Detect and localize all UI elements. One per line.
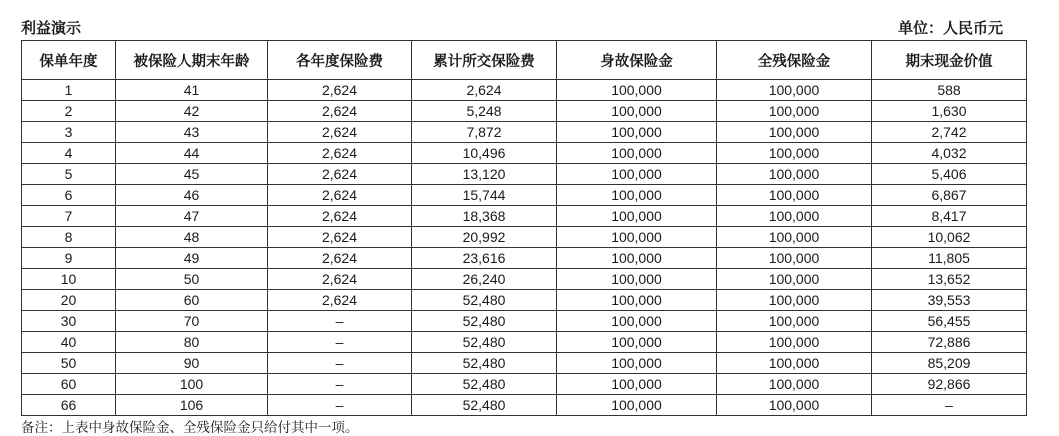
table-row <box>22 269 1027 290</box>
column-header-death-benefit: 身故保险金 <box>557 41 717 80</box>
insured-age-cell: 49 <box>116 248 268 269</box>
cash-value-cell: 6,867 <box>872 185 1027 206</box>
column-header-cumulative-premium: 累计所交保险费 <box>412 41 557 80</box>
cash-value-cell: 8,417 <box>872 206 1027 227</box>
annual-premium-cell: – <box>268 353 412 374</box>
cash-value-cell: 588 <box>872 80 1027 101</box>
death-benefit-cell: 100,000 <box>557 164 717 185</box>
table-row <box>22 227 1027 248</box>
disability-benefit-cell: 100,000 <box>717 269 872 290</box>
cumulative-premium-cell: 7,872 <box>412 122 557 143</box>
table-row <box>22 143 1027 164</box>
annual-premium-cell: 2,624 <box>268 290 412 311</box>
currency-unit-label: 单位：人民币元 <box>897 19 1003 37</box>
insured-age-cell: 42 <box>116 101 268 122</box>
cumulative-premium-cell: 52,480 <box>412 290 557 311</box>
cumulative-premium-cell: 52,480 <box>412 311 557 332</box>
disability-benefit-cell: 100,000 <box>717 332 872 353</box>
death-benefit-cell: 100,000 <box>557 311 717 332</box>
table-row <box>22 248 1027 269</box>
table-row <box>22 206 1027 227</box>
death-benefit-cell: 100,000 <box>557 227 717 248</box>
disability-benefit-cell: 100,000 <box>717 101 872 122</box>
disability-benefit-cell: 100,000 <box>717 143 872 164</box>
disability-benefit-cell: 100,000 <box>717 80 872 101</box>
disability-benefit-cell: 100,000 <box>717 353 872 374</box>
table-row <box>22 395 1027 416</box>
annual-premium-cell: 2,624 <box>268 80 412 101</box>
insured-age-cell: 46 <box>116 185 268 206</box>
column-header-disability-benefit: 全残保险金 <box>717 41 872 80</box>
disability-benefit-cell: 100,000 <box>717 122 872 143</box>
policy-year-cell: 7 <box>22 206 116 227</box>
footnote: 备注：上表中身故保险金、全残保险金只给付其中一项。 <box>21 420 359 436</box>
column-header-cash-value: 期末现金价值 <box>872 41 1027 80</box>
title-row <box>21 17 1003 37</box>
table-row <box>22 353 1027 374</box>
column-header-insured-age: 被保险人期末年龄 <box>116 41 268 80</box>
cumulative-premium-cell: 26,240 <box>412 269 557 290</box>
cumulative-premium-cell: 52,480 <box>412 374 557 395</box>
cash-value-cell: 39,553 <box>872 290 1027 311</box>
cash-value-cell: 11,805 <box>872 248 1027 269</box>
insured-age-cell: 60 <box>116 290 268 311</box>
annual-premium-cell: 2,624 <box>268 269 412 290</box>
policy-year-cell: 9 <box>22 248 116 269</box>
death-benefit-cell: 100,000 <box>557 332 717 353</box>
disability-benefit-cell: 100,000 <box>717 185 872 206</box>
cash-value-cell: 72,886 <box>872 332 1027 353</box>
cumulative-premium-cell: 2,624 <box>412 80 557 101</box>
annual-premium-cell: 2,624 <box>268 143 412 164</box>
policy-year-cell: 40 <box>22 332 116 353</box>
policy-year-cell: 5 <box>22 164 116 185</box>
annual-premium-cell: – <box>268 374 412 395</box>
page-title: 利益演示 <box>21 19 82 37</box>
insured-age-cell: 44 <box>116 143 268 164</box>
benefit-illustration-table <box>21 40 1027 416</box>
cumulative-premium-cell: 10,496 <box>412 143 557 164</box>
disability-benefit-cell: 100,000 <box>717 206 872 227</box>
cumulative-premium-cell: 15,744 <box>412 185 557 206</box>
annual-premium-cell: – <box>268 311 412 332</box>
cumulative-premium-cell: 52,480 <box>412 395 557 416</box>
annual-premium-cell: 2,624 <box>268 164 412 185</box>
cumulative-premium-cell: 52,480 <box>412 353 557 374</box>
table-body <box>22 80 1027 416</box>
death-benefit-cell: 100,000 <box>557 143 717 164</box>
cumulative-premium-cell: 52,480 <box>412 332 557 353</box>
table-header-row <box>22 41 1027 80</box>
insured-age-cell: 47 <box>116 206 268 227</box>
death-benefit-cell: 100,000 <box>557 290 717 311</box>
cash-value-cell: 13,652 <box>872 269 1027 290</box>
policy-year-cell: 10 <box>22 269 116 290</box>
table-row <box>22 164 1027 185</box>
disability-benefit-cell: 100,000 <box>717 164 872 185</box>
insured-age-cell: 48 <box>116 227 268 248</box>
cash-value-cell: 92,866 <box>872 374 1027 395</box>
insured-age-cell: 50 <box>116 269 268 290</box>
policy-year-cell: 30 <box>22 311 116 332</box>
cash-value-cell: 1,630 <box>872 101 1027 122</box>
insured-age-cell: 106 <box>116 395 268 416</box>
cumulative-premium-cell: 18,368 <box>412 206 557 227</box>
column-header-annual-premium: 各年度保险费 <box>268 41 412 80</box>
insured-age-cell: 43 <box>116 122 268 143</box>
cash-value-cell: 2,742 <box>872 122 1027 143</box>
policy-year-cell: 50 <box>22 353 116 374</box>
annual-premium-cell: 2,624 <box>268 101 412 122</box>
policy-year-cell: 1 <box>22 80 116 101</box>
cash-value-cell: 56,455 <box>872 311 1027 332</box>
cash-value-cell: 5,406 <box>872 164 1027 185</box>
policy-year-cell: 4 <box>22 143 116 164</box>
death-benefit-cell: 100,000 <box>557 80 717 101</box>
policy-year-cell: 8 <box>22 227 116 248</box>
insured-age-cell: 90 <box>116 353 268 374</box>
policy-year-cell: 2 <box>22 101 116 122</box>
insured-age-cell: 80 <box>116 332 268 353</box>
insured-age-cell: 70 <box>116 311 268 332</box>
death-benefit-cell: 100,000 <box>557 248 717 269</box>
annual-premium-cell: 2,624 <box>268 122 412 143</box>
table-row <box>22 185 1027 206</box>
cash-value-cell: 85,209 <box>872 353 1027 374</box>
death-benefit-cell: 100,000 <box>557 395 717 416</box>
policy-year-cell: 20 <box>22 290 116 311</box>
table-row <box>22 374 1027 395</box>
cumulative-premium-cell: 20,992 <box>412 227 557 248</box>
policy-year-cell: 66 <box>22 395 116 416</box>
cash-value-cell: – <box>872 395 1027 416</box>
table-row <box>22 332 1027 353</box>
death-benefit-cell: 100,000 <box>557 122 717 143</box>
annual-premium-cell: – <box>268 395 412 416</box>
insured-age-cell: 100 <box>116 374 268 395</box>
policy-year-cell: 6 <box>22 185 116 206</box>
annual-premium-cell: 2,624 <box>268 248 412 269</box>
column-header-policy-year: 保单年度 <box>22 41 116 80</box>
cash-value-cell: 10,062 <box>872 227 1027 248</box>
death-benefit-cell: 100,000 <box>557 101 717 122</box>
disability-benefit-cell: 100,000 <box>717 290 872 311</box>
cash-value-cell: 4,032 <box>872 143 1027 164</box>
disability-benefit-cell: 100,000 <box>717 374 872 395</box>
annual-premium-cell: 2,624 <box>268 185 412 206</box>
policy-year-cell: 3 <box>22 122 116 143</box>
insured-age-cell: 41 <box>116 80 268 101</box>
cumulative-premium-cell: 13,120 <box>412 164 557 185</box>
table-row <box>22 80 1027 101</box>
disability-benefit-cell: 100,000 <box>717 395 872 416</box>
table-row <box>22 290 1027 311</box>
death-benefit-cell: 100,000 <box>557 206 717 227</box>
disability-benefit-cell: 100,000 <box>717 248 872 269</box>
death-benefit-cell: 100,000 <box>557 269 717 290</box>
death-benefit-cell: 100,000 <box>557 374 717 395</box>
cumulative-premium-cell: 23,616 <box>412 248 557 269</box>
policy-year-cell: 60 <box>22 374 116 395</box>
annual-premium-cell: 2,624 <box>268 206 412 227</box>
table-row <box>22 311 1027 332</box>
death-benefit-cell: 100,000 <box>557 353 717 374</box>
insured-age-cell: 45 <box>116 164 268 185</box>
death-benefit-cell: 100,000 <box>557 185 717 206</box>
table-row <box>22 101 1027 122</box>
disability-benefit-cell: 100,000 <box>717 311 872 332</box>
table-row <box>22 122 1027 143</box>
disability-benefit-cell: 100,000 <box>717 227 872 248</box>
cumulative-premium-cell: 5,248 <box>412 101 557 122</box>
annual-premium-cell: – <box>268 332 412 353</box>
annual-premium-cell: 2,624 <box>268 227 412 248</box>
